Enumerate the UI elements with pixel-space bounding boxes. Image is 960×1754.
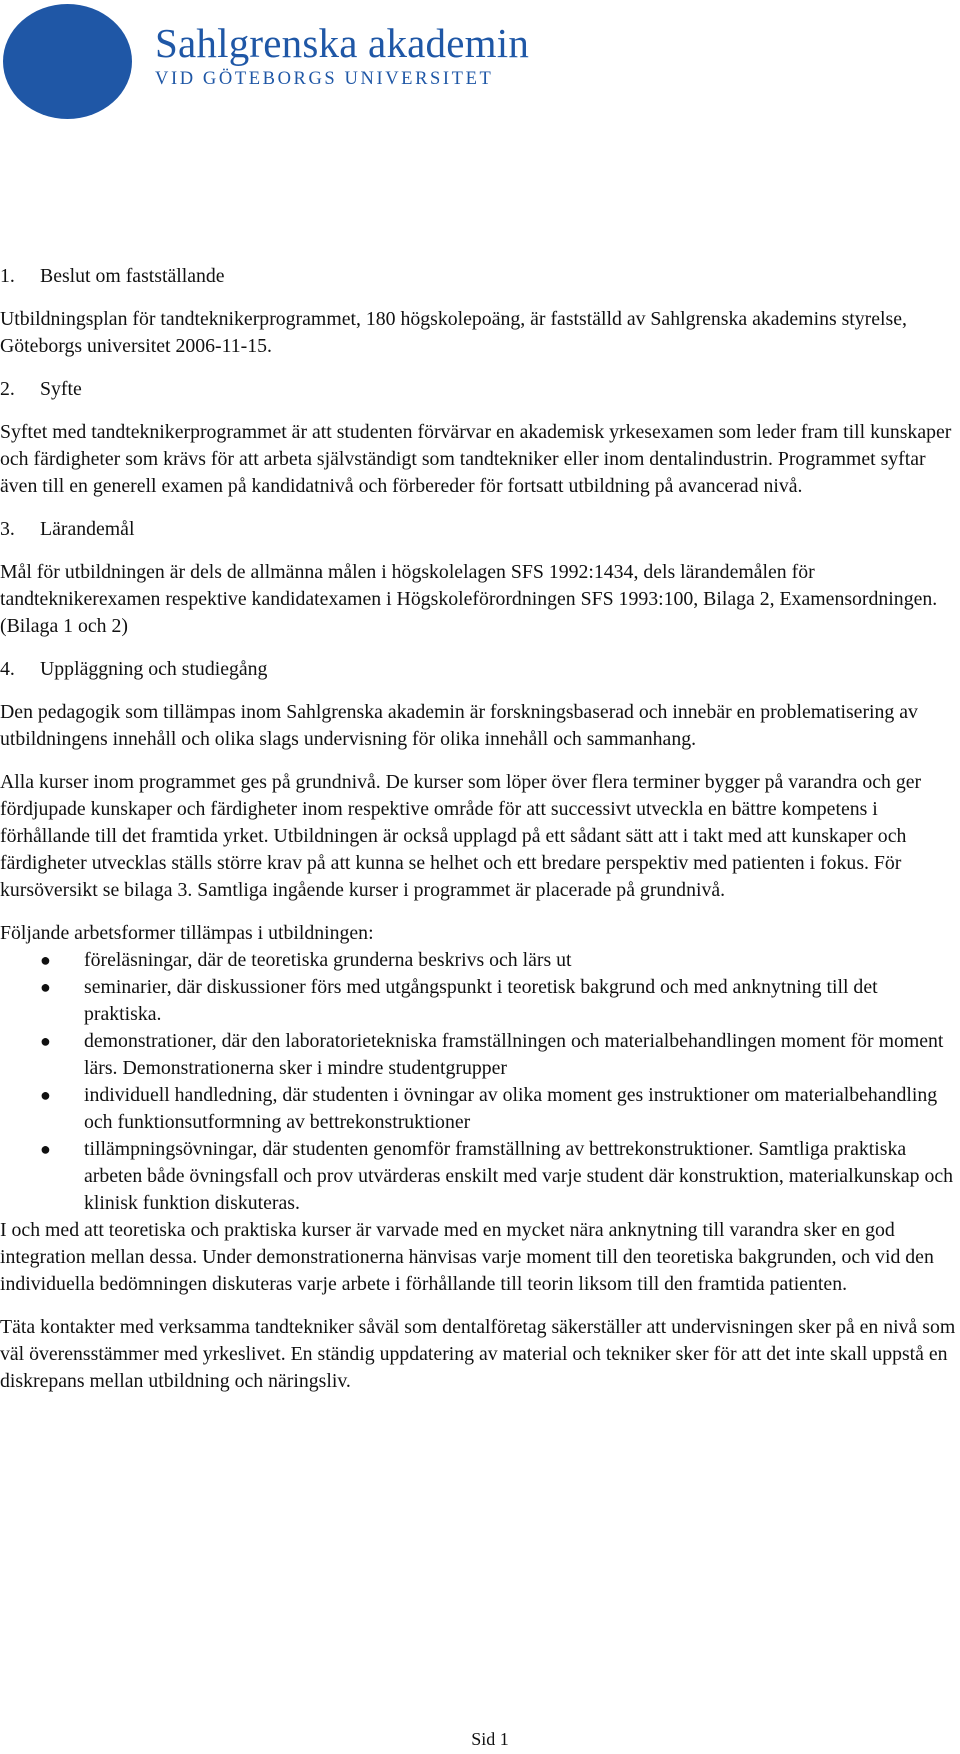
- bullet-icon: ●: [40, 1139, 51, 1159]
- section-title: Beslut om fastställande: [40, 265, 225, 287]
- section-title: Uppläggning och studiegång: [40, 658, 268, 680]
- paragraph: Syftet med tandteknikerprogrammet är att studenten förvärvar en akademisk yrkesexamen som leder fram till kunskaper och färdigheter som krävs för att arbeta självständigt som tandtekniker eller inom dentalindustrin. Programmet syftar även till en generell examen på kandidatnivå och förbereder för fortsatt utbildning på avancerad nivå.: [0, 421, 952, 497]
- list-item: ● seminarier, där diskussioner förs med utgångspunkt i teoretisk bakgrund och med anknytning till det praktiska.: [40, 976, 878, 1025]
- bullet-icon: ●: [40, 977, 51, 997]
- section-number: 2.: [0, 378, 15, 400]
- list-item: ● tillämpningsövningar, där studenten genomför framställning av bettrekonstruktioner. Samtliga praktiska arbeten både övningsfall och prov utvärderas enskilt med varje student där konstruktion, materialkunskap och klinisk funktion diskuteras.: [40, 1138, 954, 1214]
- list-item: ● föreläsningar, där de teoretiska grunderna beskrivs och lärs ut: [0, 947, 958, 974]
- section-heading-4: [0, 656, 958, 683]
- section-number: 3.: [0, 518, 15, 540]
- section-heading-3: [0, 516, 958, 543]
- page-number: Sid 1: [471, 1729, 509, 1749]
- document-header: [0, 0, 960, 130]
- section-title: Syfte: [40, 378, 82, 400]
- section-heading-2: [0, 376, 958, 403]
- section-heading-1: [0, 263, 958, 290]
- section-number: 1.: [0, 265, 15, 287]
- work-forms-list: [0, 947, 958, 1217]
- list-item: ● demonstrationer, där den laboratorietekniska framställningen och materialbehandlingen moment för moment lärs. Demonstrationerna sker i mindre studentgrupper: [40, 1030, 944, 1079]
- university-logo-text: [155, 20, 529, 89]
- paragraph: Alla kurser inom programmet ges på grundnivå. De kurser som löper över flera terminer bygger på varandra och ger fördjupade kunskaper och färdigheter inom respektive område för att successivt utveckla en bättre kompetens i förhållande till det framtida yrket. Utbildningen är också upplagd på ett sådant sätt att i takt med att kunskaper och färdigheter utvecklas ställs större krav på att kunna se helhet och ett bredare perspektiv med patienten i fokus. För kursöversikt se bilaga 3. Samtliga ingående kurser i programmet är placerade på grundnivå.: [0, 771, 922, 901]
- university-logo-emblem: [3, 4, 132, 119]
- bullet-icon: ●: [40, 950, 51, 970]
- list-intro: Följande arbetsformer tillämpas i utbildningen:: [0, 922, 374, 944]
- logo-title: Sahlgrenska akademin: [155, 20, 530, 66]
- bullet-icon: ●: [40, 1085, 51, 1105]
- document-body: [0, 263, 958, 1395]
- paragraph: I och med att teoretiska och praktiska kurser är varvade med en mycket nära anknytning till varandra sker en god integration mellan dessa. Under demonstrationerna hänvisas varje moment till den teoretiska bakgrunden, och vid den individuella bedömningen diskuteras varje arbete i förhållande till teorin liksom till den framtida patienten.: [0, 1219, 934, 1295]
- list-item: ● individuell handledning, där studenten i övningar av olika moment ges instruktioner om materialbehandling och funktionsutformning av bettrekonstruktioner: [40, 1084, 938, 1133]
- section-number: 4.: [0, 658, 15, 680]
- section-title: Lärandemål: [40, 518, 135, 540]
- paragraph: Täta kontakter med verksamma tandtekniker såväl som dentalföretag säkerställer att undervisningen sker på en nivå som väl överensstämmer med yrkeslivet. En ständig uppdatering av material och tekniker sker för att det inte skall uppstå en diskrepans mellan utbildning och näringsliv.: [0, 1316, 956, 1392]
- paragraph: Den pedagogik som tillämpas inom Sahlgrenska akademin är forskningsbaserad och innebär en problematisering av utbildningens innehåll och olika slags undervisning för olika innehåll och sammanhang.: [0, 701, 918, 750]
- logo-subtitle: VID GÖTEBORGS UNIVERSITET: [155, 69, 494, 89]
- bullet-icon: ●: [40, 1031, 51, 1051]
- paragraph: Utbildningsplan för tandteknikerprogrammet, 180 högskolepoäng, är fastställd av Sahlgrenska akademins styrelse, Göteborgs universitet 2006-11-15.: [0, 308, 907, 357]
- paragraph: Mål för utbildningen är dels de allmänna målen i högskolelagen SFS 1992:1434, dels lärandemålen för tandteknikerexamen respektive kandidatexamen i Högskoleförordningen SFS 1993:100, Bilaga 2, Examensordningen. (Bilaga 1 och 2): [0, 561, 938, 637]
